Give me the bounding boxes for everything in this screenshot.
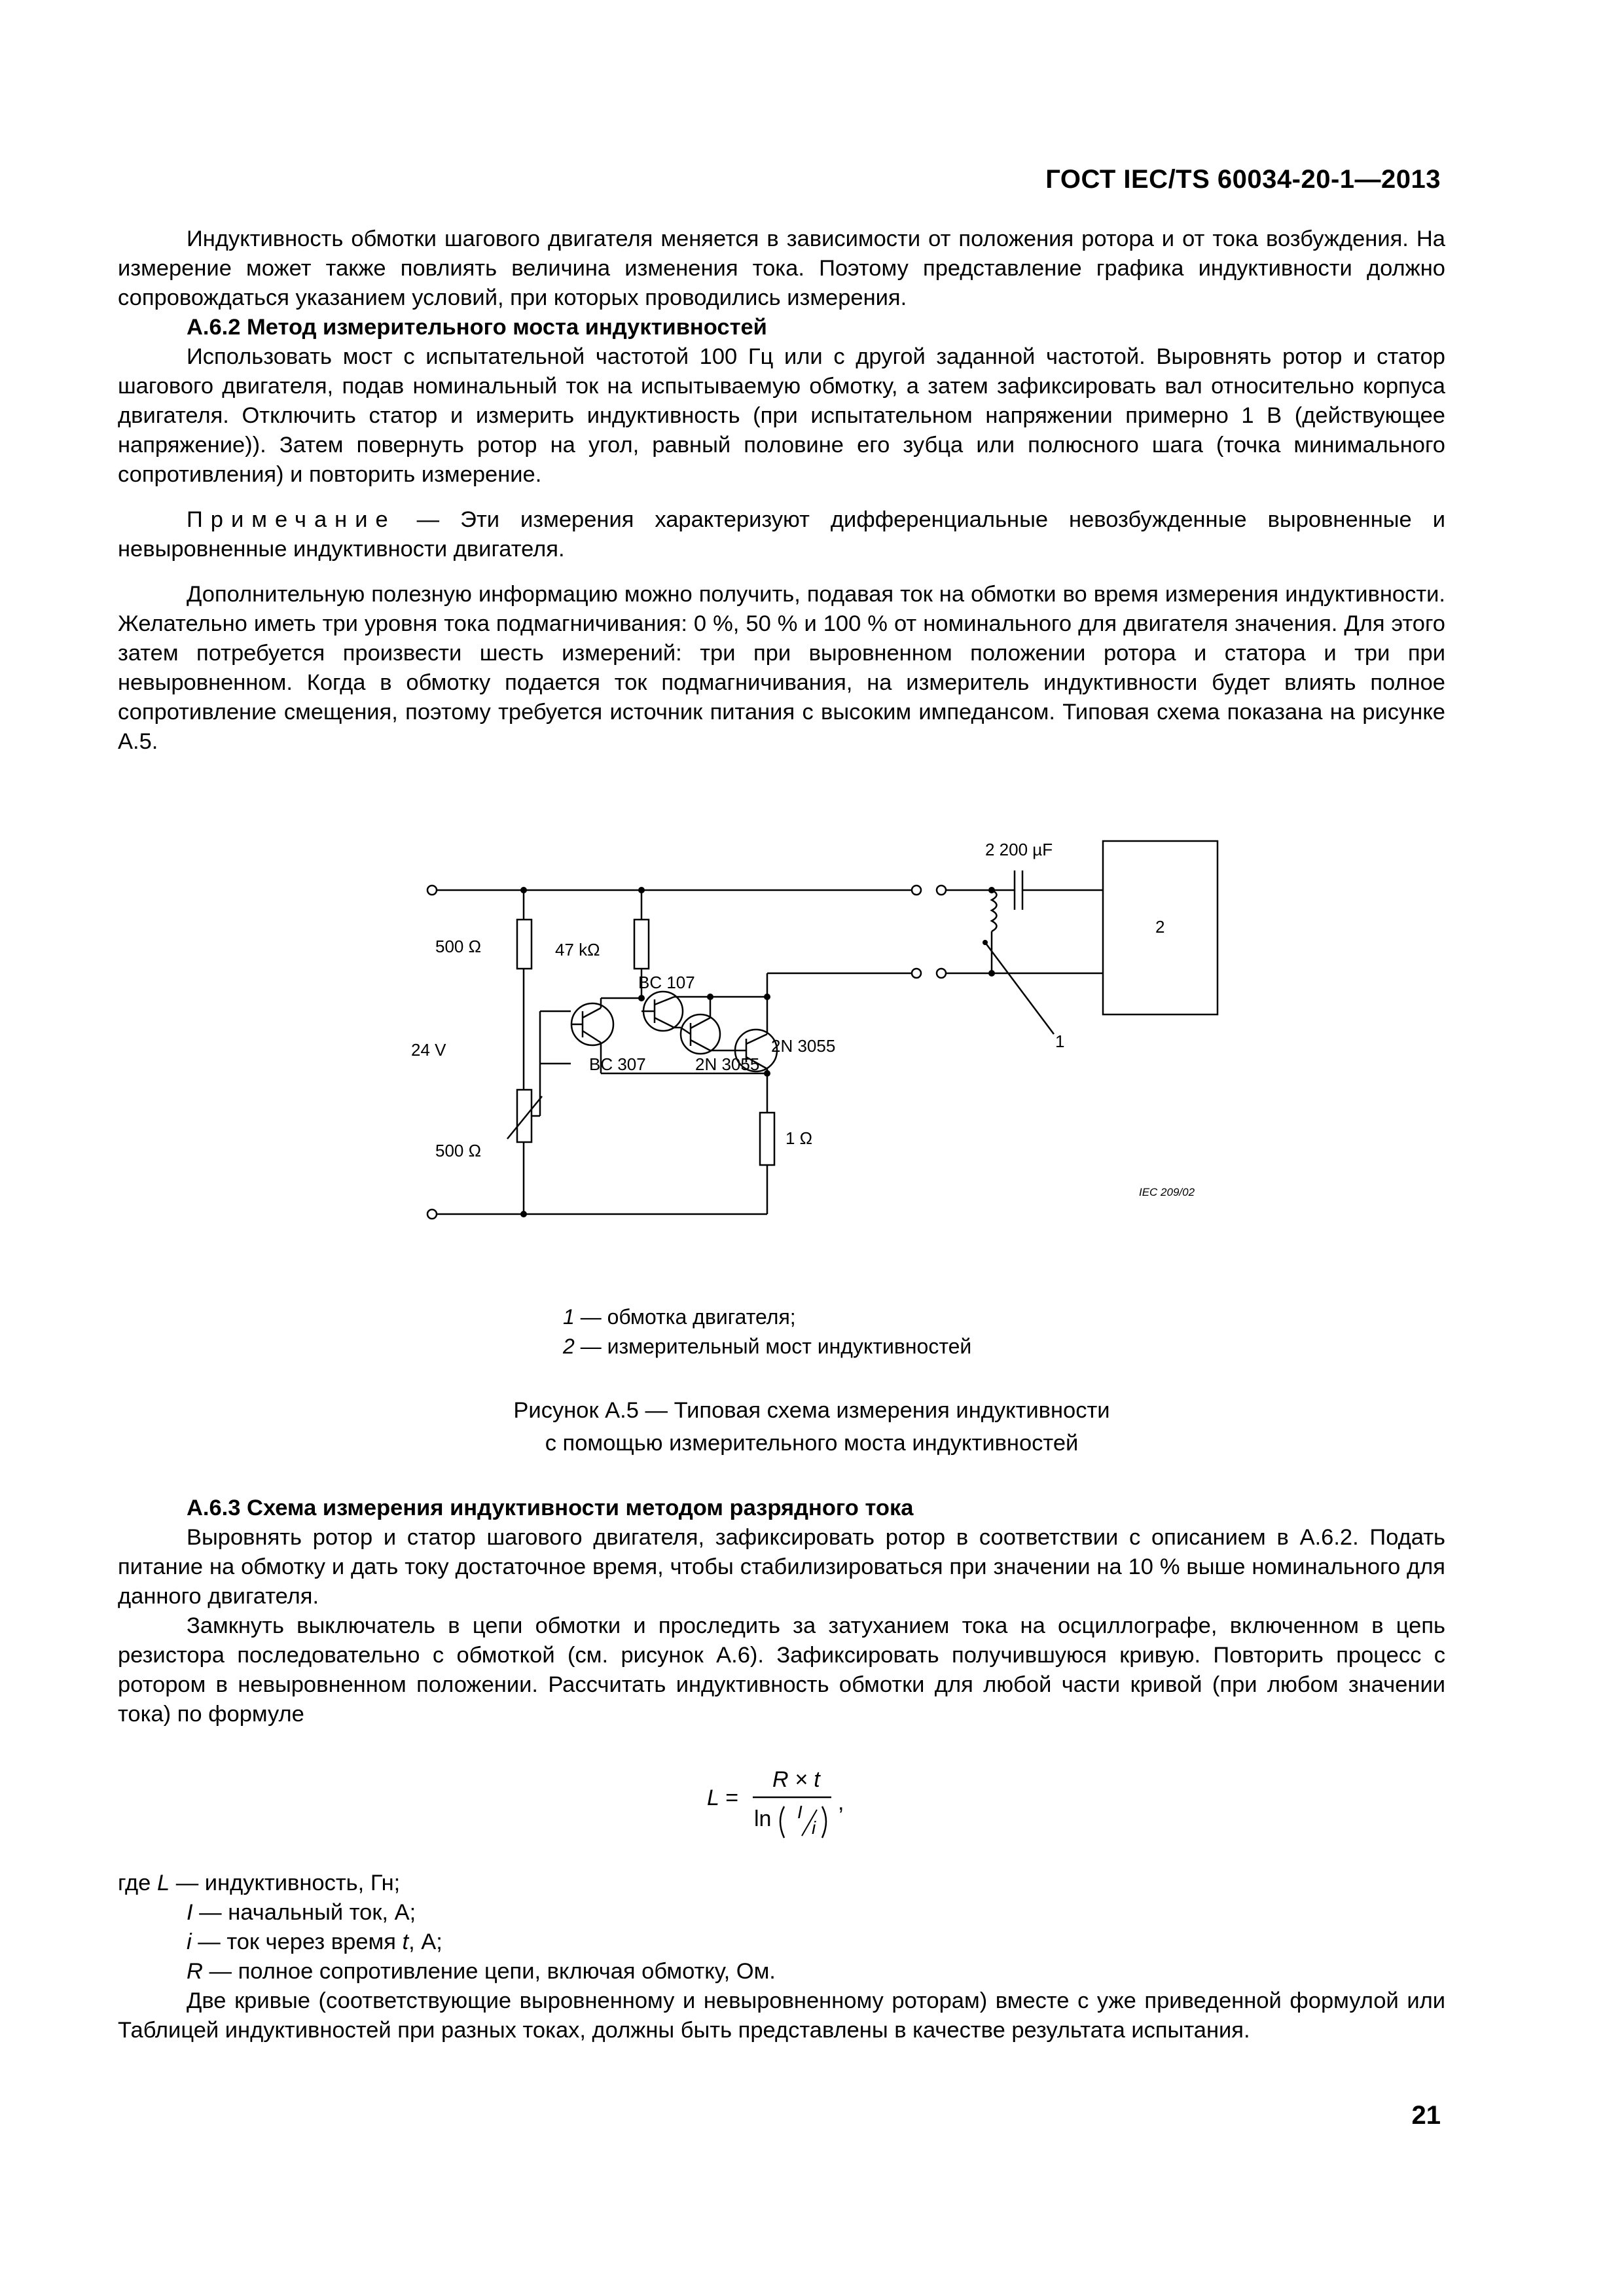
caption-line: Рисунок А.5 — Типовая схема измерения индуктивности (513, 1398, 1110, 1423)
paragraph: Замкнуть выключатель в цепи обмотки и проследить за затуханием тока на осциллографе, включенном в цепь резистора последовательно с обмоткой (см. рисунок А.6). Зафиксировать получившуюся кривую. Повторить процесс с ротором в невыровненном положении. Рассчитать индуктивность обмотки для любой части кривой (при любом значении тока) по формуле (118, 1613, 1445, 1727)
terminal-top-left (427, 886, 437, 895)
inductance-formula (707, 1748, 943, 1852)
legend-item (563, 1302, 971, 1332)
formula-graphic (707, 1748, 943, 1852)
transistor-2n3055-a (681, 1014, 720, 1054)
label-2n3055-b: 2N 3055 (771, 1036, 836, 1056)
label-2n3055-a: 2N 3055 (695, 1054, 760, 1074)
note-paragraph (118, 505, 1445, 564)
formula-numerator: R × t (772, 1767, 820, 1792)
section-heading-a63: А.6.3 Схема измерения индуктивности методом разрядного тока (187, 1496, 914, 1520)
definition-i: i — ток через время t, А; (187, 1929, 442, 1954)
label-r-500-top: 500 Ω (435, 937, 482, 956)
formula-i: i (812, 1818, 816, 1838)
winding-coil (992, 890, 997, 931)
figure-caption (380, 1394, 1244, 1460)
paragraph: Выровнять ротор и статор шагового двигателя, зафиксировать ротор в соответствии с описанием в А.6.2. Подать питание на обмотку и дать току достаточное время, чтобы стабилизироваться при значении на 10 % выше номинального для данного двигателя. (118, 1525, 1445, 1609)
label-r-500-bottom: 500 Ω (435, 1141, 482, 1160)
definition-R: R — полное сопротивление цепи, включая обмотку, Ом. (187, 1959, 776, 1984)
label-pointer-1: 1 (1055, 1031, 1065, 1051)
standard-header: ГОСТ IEC/TS 60034-20-1—2013 (1045, 165, 1441, 194)
iec-reference: IEC 209/02 (1139, 1186, 1195, 1198)
section-a61-continuation (118, 224, 1445, 757)
pointer-line (985, 942, 1054, 1034)
label-r-1-ohm: 1 Ω (785, 1128, 813, 1148)
label-capacitor: 2 200 µF (985, 840, 1053, 859)
figure-a5-circuit (393, 821, 1244, 1253)
paragraph: Использовать мост с испытательной частотой 100 Гц или с другой заданной частотой. Выровнять ротор и статор шагового двигателя, подав номинальный ток на испытываемую обмотку, а затем зафиксировать вал относительно корпуса двигателя. Отключить статор и измерить индуктивность (при испытательном напряжении примерно 1 В (действующее напряжение)). Затем повернуть ротор на угол, равный половине его зубца или полюсного шага (точка минимального сопротивления) и повторить измерение. (118, 344, 1445, 487)
paragraph: Дополнительную полезную информацию можно получить, подавая ток на обмотки во время измерения индуктивности. Желательно иметь три уровня тока подмагничивания: 0 %, 50 % и 100 % от номинального для двигателя значения. Для этого затем потребуется произвести шесть измерений: три при выровненном положении ротора и статора и три при невыровненном. Когда в обмотку подается ток подмагничивания, на измеритель индуктивности будет влиять полное сопротивление смещения, поэтому требуется источник питания с высоким импедансом. Типовая схема показана на рисунке А.5. (118, 582, 1445, 754)
caption-line: с помощью измерительного моста индуктивностей (545, 1431, 1079, 1456)
formula-ln: ln (754, 1806, 772, 1831)
definition-I: I — начальный ток, А; (187, 1900, 416, 1925)
definition-L: где L — индуктивность, Гн; (118, 1871, 401, 1895)
circuit-diagram (393, 821, 1244, 1253)
terminal (937, 886, 946, 895)
terminal-bottom-left (427, 1210, 437, 1219)
resistor-47k (634, 920, 649, 969)
potentiometer-500 (517, 1090, 532, 1142)
section-heading-a62: А.6.2 Метод измерительного моста индуктивностей (187, 315, 767, 340)
resistor-1-ohm (760, 1113, 774, 1165)
section-a63 (118, 1494, 1445, 1729)
label-r-47k: 47 kΩ (555, 940, 600, 960)
formula-I: I (797, 1802, 803, 1822)
label-box-2: 2 (1155, 917, 1165, 937)
label-bc307: BC 307 (589, 1054, 646, 1074)
paragraph: Две кривые (соответствующие выровненному и невыровненному роторам) вместе с уже приведенной формулой или Таблицей индуктивностей при разных токах, должны быть представлены в качестве результата испытания. (118, 1988, 1445, 2043)
page-number: 21 (1411, 2101, 1441, 2130)
legend-item (563, 1332, 971, 1361)
note-text: — Эти измерения характеризуют дифференциальные невозбужденные выровненные и невыровненные индуктивности двигателя. (118, 507, 1445, 562)
terminal (912, 886, 921, 895)
label-24v: 24 V (411, 1040, 446, 1060)
figure-legend (563, 1302, 971, 1361)
legend-number: 2 (563, 1335, 575, 1358)
formula-comma: , (838, 1790, 844, 1815)
note-label: Примечание (187, 507, 396, 532)
legend-number: 1 (563, 1305, 575, 1329)
paragraph: Индуктивность обмотки шагового двигателя меняется в зависимости от положения ротора и от тока возбуждения. На измерение может также повлиять величина изменения тока. Поэтому представление графика индуктивности должно сопровождаться указанием условий, при которых проводились измерения. (118, 226, 1445, 310)
formula-lhs: L = (707, 1785, 738, 1810)
formula-definitions (118, 1869, 1445, 2045)
terminal (912, 969, 921, 978)
terminal (937, 969, 946, 978)
resistor-500-top (517, 920, 532, 969)
legend-text: — обмотка двигателя; (574, 1305, 796, 1329)
legend-text: — измерительный мост индуктивностей (574, 1335, 972, 1358)
label-bc107: BC 107 (638, 973, 695, 992)
